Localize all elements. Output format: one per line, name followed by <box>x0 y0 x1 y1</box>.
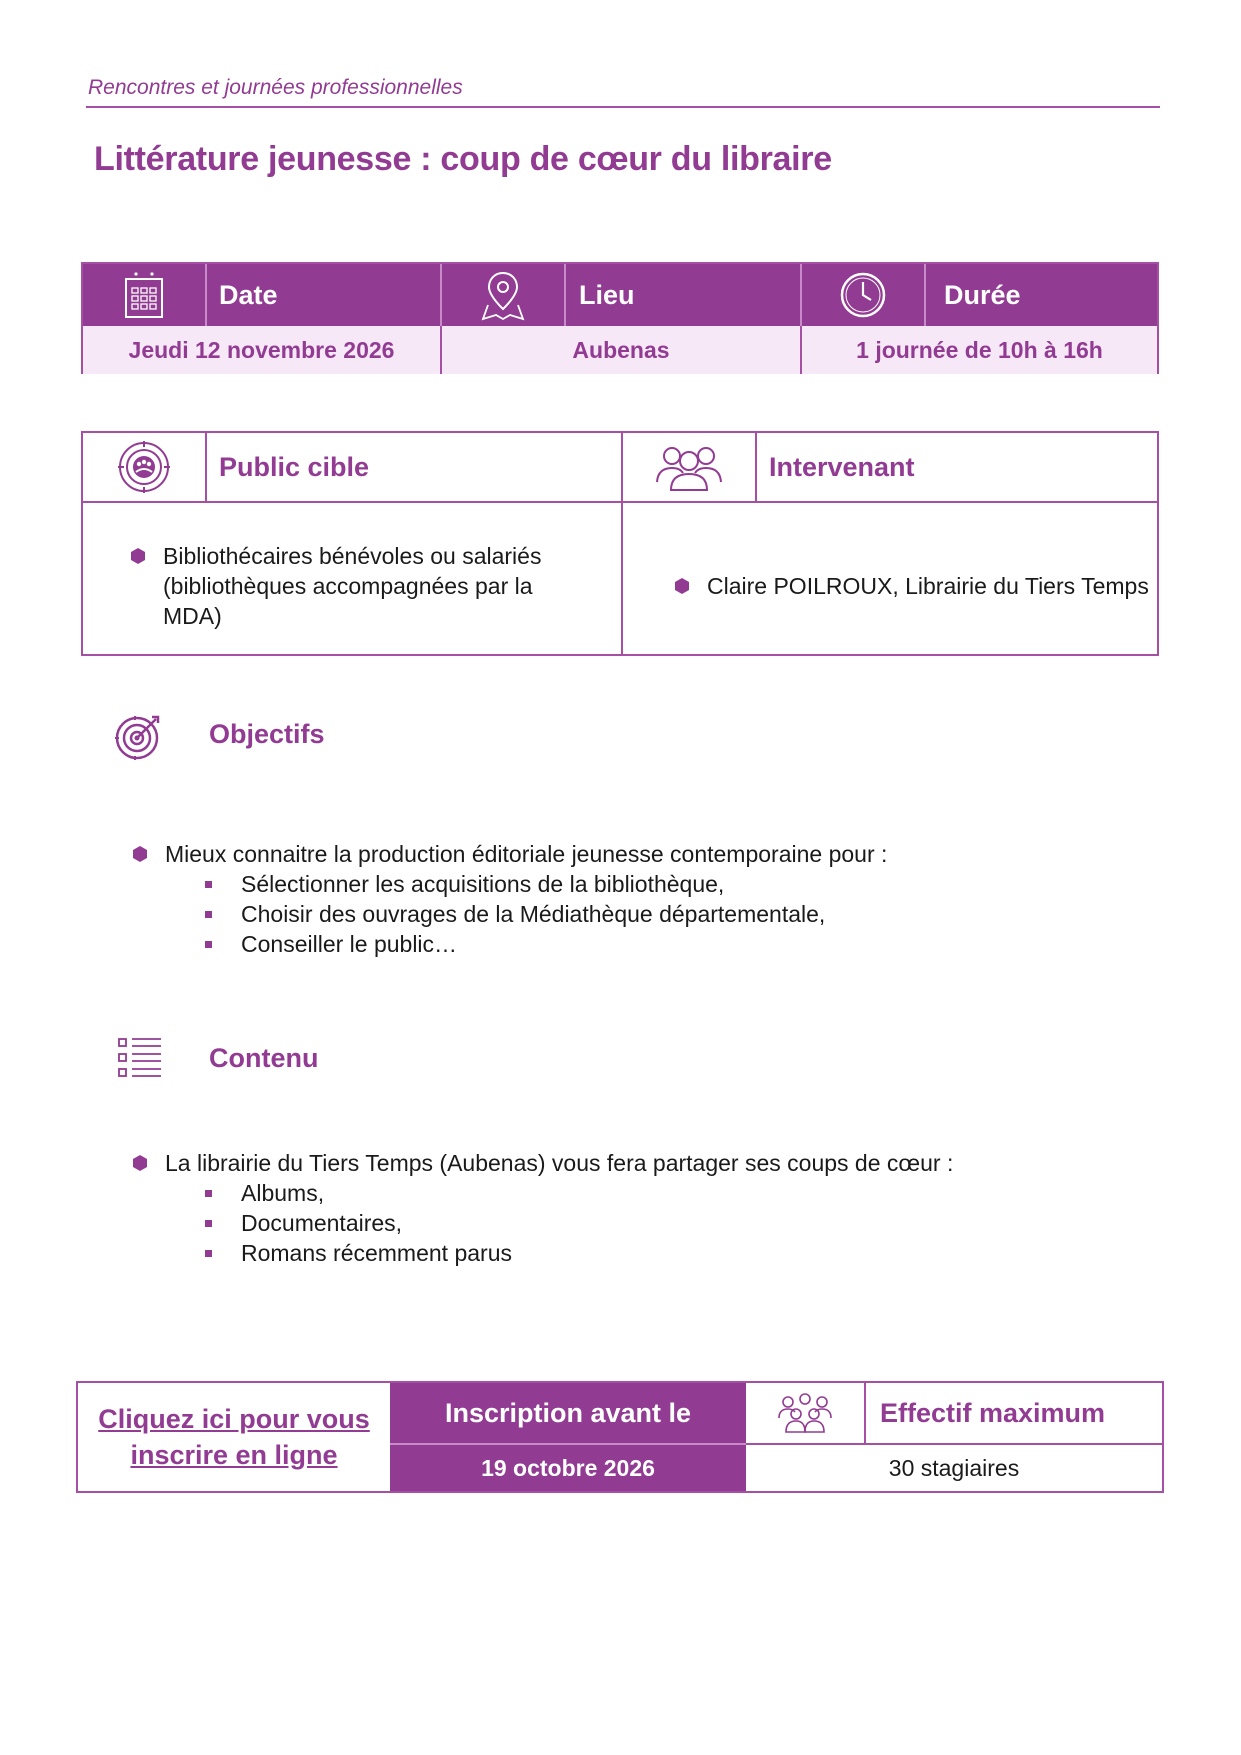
header-divider <box>86 106 1160 108</box>
intervenant-list <box>675 571 1155 601</box>
deadline-label: Inscription avant le <box>444 1397 692 1428</box>
list-item <box>205 899 1133 929</box>
list-item <box>133 1148 1143 1178</box>
page-title: Littérature jeunesse : coup de cœur du libraire <box>94 140 832 178</box>
square-bullet-icon <box>205 881 212 888</box>
list-item <box>133 839 1133 869</box>
target-icon <box>114 711 164 766</box>
list-item <box>131 541 601 631</box>
contenu-intro: La librairie du Tiers Temps (Aubenas) vous fera partager ses coups de cœur : <box>165 1150 954 1176</box>
effectif-value: 30 stagiaires <box>888 1454 1020 1481</box>
calendar-icon <box>83 264 205 326</box>
bullet-icon <box>133 846 147 862</box>
public-label: Public cible <box>219 451 370 482</box>
square-bullet-icon <box>205 1220 212 1227</box>
checklist-icon <box>117 1036 163 1087</box>
list-item-text: Choisir des ouvrages de la Médiathèque départementale, <box>241 901 826 927</box>
lieu-label: Lieu <box>579 279 635 310</box>
list-item-text: Sélectionner les acquisitions de la bibliothèque, <box>241 871 725 897</box>
info-table <box>81 262 1159 374</box>
list-item-text: Romans récemment parus <box>241 1240 512 1266</box>
objectifs-list <box>133 839 1133 959</box>
contenu-list <box>133 1148 1143 1268</box>
lieu-value: Aubenas <box>572 336 670 363</box>
list-item <box>205 869 1133 899</box>
effectif-label: Effectif maximum <box>880 1397 1106 1428</box>
list-item <box>205 1208 1143 1238</box>
objectifs-sublist <box>205 869 1133 959</box>
contenu-sublist <box>205 1178 1143 1268</box>
map-pin-icon <box>442 264 564 326</box>
info-header-row <box>83 264 1157 326</box>
intervenant-item-text: Claire POILROUX, Librairie du Tiers Temps <box>707 573 1149 599</box>
list-item-text: Documentaires, <box>241 1210 403 1236</box>
public-intervenant-table <box>81 431 1159 656</box>
intervenant-label: Intervenant <box>769 451 915 482</box>
info-value-row <box>83 326 1157 374</box>
register-link-line2[interactable]: inscrire en ligne <box>130 1440 338 1470</box>
register-link[interactable] <box>78 1383 390 1491</box>
section-header: Rencontres et journées professionnelles <box>88 76 463 99</box>
deadline-box <box>390 1383 746 1491</box>
contenu-title: Contenu <box>209 1043 319 1073</box>
list-item <box>205 1238 1143 1268</box>
square-bullet-icon <box>205 941 212 948</box>
square-bullet-icon <box>205 1250 212 1257</box>
date-label: Date <box>219 279 278 310</box>
square-bullet-icon <box>205 1190 212 1197</box>
public-item-text: Bibliothécaires bénévoles ou salariés (bibliothèques accompagnées par la MDA) <box>163 543 542 629</box>
deadline-value: 19 octobre 2026 <box>481 1454 655 1481</box>
target-audience-icon <box>83 433 205 501</box>
list-item <box>205 1178 1143 1208</box>
inscription-table <box>76 1381 1164 1493</box>
list-item-text: Albums, <box>241 1180 325 1206</box>
date-value: Jeudi 12 novembre 2026 <box>128 336 395 363</box>
objectifs-title: Objectifs <box>209 719 325 749</box>
objectifs-intro: Mieux connaitre la production éditoriale jeunesse contemporaine pour : <box>165 841 888 867</box>
bullet-icon <box>133 1155 147 1171</box>
group-icon <box>746 1383 864 1443</box>
square-bullet-icon <box>205 911 212 918</box>
duree-value: 1 journée de 10h à 16h <box>856 336 1103 363</box>
list-item <box>205 929 1133 959</box>
bullet-icon <box>131 548 145 564</box>
clock-icon <box>802 264 924 326</box>
register-link-line1[interactable]: Cliquez ici pour vous <box>98 1404 370 1434</box>
people-group-icon <box>623 433 755 501</box>
bullet-icon <box>675 578 689 594</box>
duree-label: Durée <box>944 279 1021 310</box>
public-list <box>131 541 601 631</box>
list-item-text: Conseiller le public… <box>241 931 458 957</box>
list-item <box>675 571 1155 601</box>
